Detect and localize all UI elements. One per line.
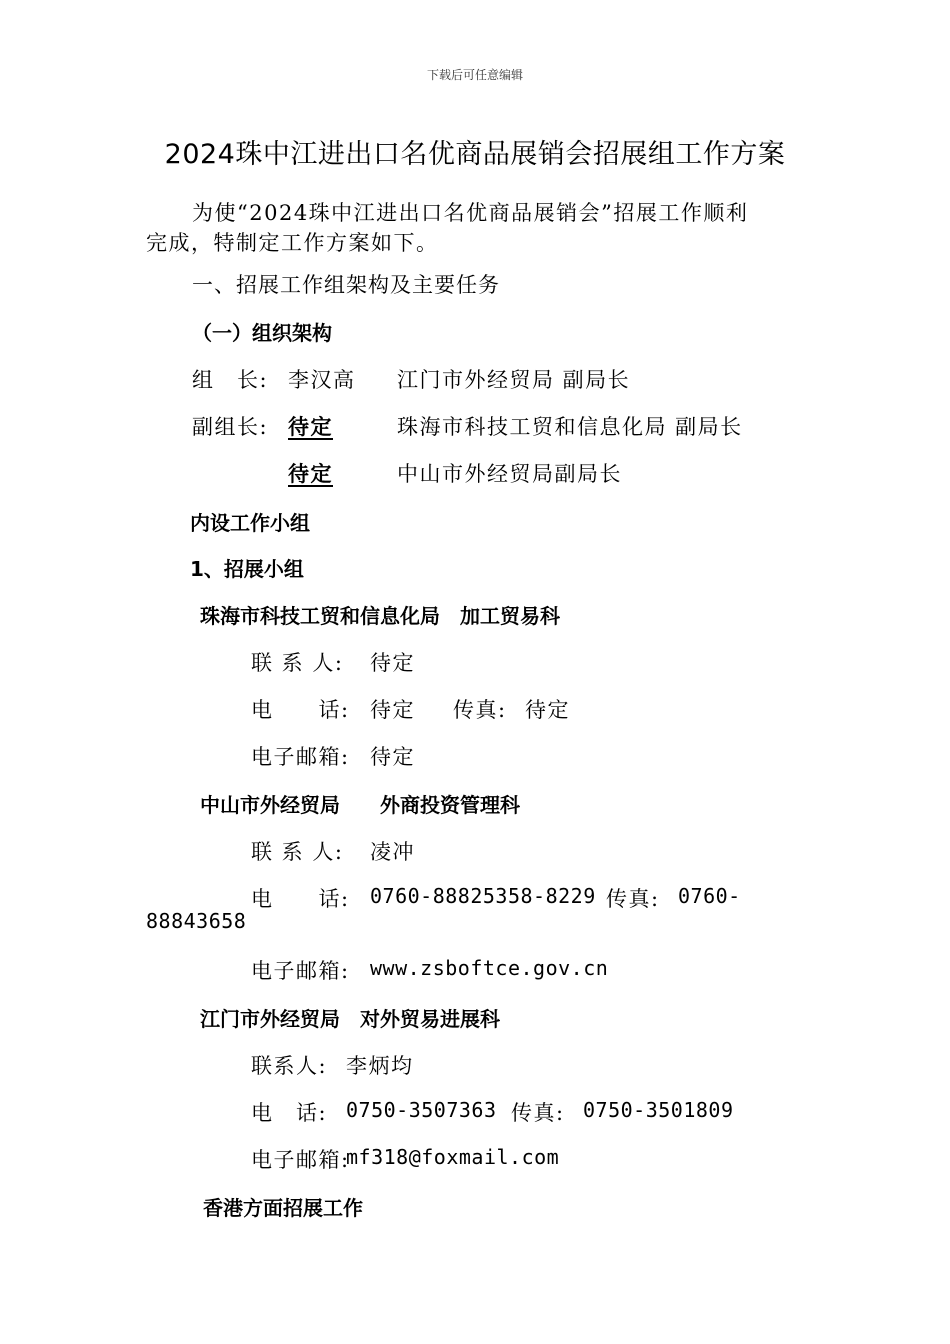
zhongshan-contact-label: 联 系 人: [251, 840, 344, 864]
jiangmen-phone-label: 电 话: [251, 1101, 328, 1125]
jiangmen-fax-label: 传真: [511, 1101, 565, 1125]
zhongshan-phone-label: 电 话: [251, 887, 350, 911]
zhuhai-fax: 待定 [525, 698, 570, 722]
leader-name: 李汉高 [288, 368, 356, 392]
zhuhai-email-label: 电子邮箱: [251, 745, 350, 769]
zhongshan-fax-part2: 88843658 [146, 909, 247, 933]
deputy1-org: 珠海市科技工贸和信息化局 副局长 [397, 415, 743, 439]
zhuhai-contact: 待定 [370, 651, 415, 675]
jiangmen-contact-label: 联系人: [251, 1054, 328, 1078]
deputy1-name: 待定 [288, 414, 333, 439]
jiangmen-email: mf318@foxmail.com [346, 1145, 560, 1169]
intro-line-2: 完成，特制定工作方案如下。 [146, 231, 439, 255]
inner-groups-heading: 内设工作小组 [190, 511, 310, 535]
zhuhai-heading: 珠海市科技工贸和信息化局 加工贸易科 [200, 604, 560, 628]
document-title: 2024珠中江进出口名优商品展销会招展组工作方案 [164, 139, 786, 170]
group1-heading: 1、招展小组 [190, 557, 304, 581]
zhuhai-contact-label: 联 系 人: [251, 651, 344, 675]
hongkong-heading: 香港方面招展工作 [203, 1196, 363, 1220]
jiangmen-heading: 江门市外经贸局 对外贸易进展科 [200, 1007, 500, 1031]
jiangmen-email-label: 电子邮箱: [251, 1148, 350, 1172]
zhongshan-phone: 0760-88825358-8229 [370, 884, 596, 908]
leader-org: 江门市外经贸局 副局长 [397, 368, 631, 392]
jiangmen-contact: 李炳均 [346, 1054, 414, 1078]
zhuhai-email: 待定 [370, 745, 415, 769]
leader-label: 组 长: [192, 368, 269, 392]
section-heading: 一、招展工作组架构及主要任务 [192, 273, 500, 297]
zhongshan-fax-part1: 0760- [678, 884, 741, 908]
subsection-heading: （一）组织架构 [192, 321, 332, 345]
zhuhai-phone: 待定 [370, 698, 415, 722]
intro-line-1: 为使“2024珠中江进出口名优商品展销会”招展工作顺利 [192, 201, 749, 225]
page-header-note: 下载后可任意编辑 [426, 68, 523, 82]
zhuhai-phone-label: 电 话: [251, 698, 350, 722]
zhongshan-fax-label: 传真: [606, 887, 660, 911]
zhongshan-email: www.zsboftce.gov.cn [370, 956, 609, 980]
zhuhai-fax-label: 传真: [453, 698, 507, 722]
deputy2-name: 待定 [288, 461, 333, 486]
zhongshan-heading: 中山市外经贸局 外商投资管理科 [200, 793, 520, 817]
deputy-label: 副组长: [192, 415, 269, 439]
zhongshan-email-label: 电子邮箱: [251, 959, 350, 983]
jiangmen-fax: 0750-3501809 [583, 1098, 734, 1122]
jiangmen-phone: 0750-3507363 [346, 1098, 497, 1122]
deputy2-org: 中山市外经贸局副局长 [397, 462, 622, 486]
zhongshan-contact: 凌冲 [370, 840, 415, 864]
